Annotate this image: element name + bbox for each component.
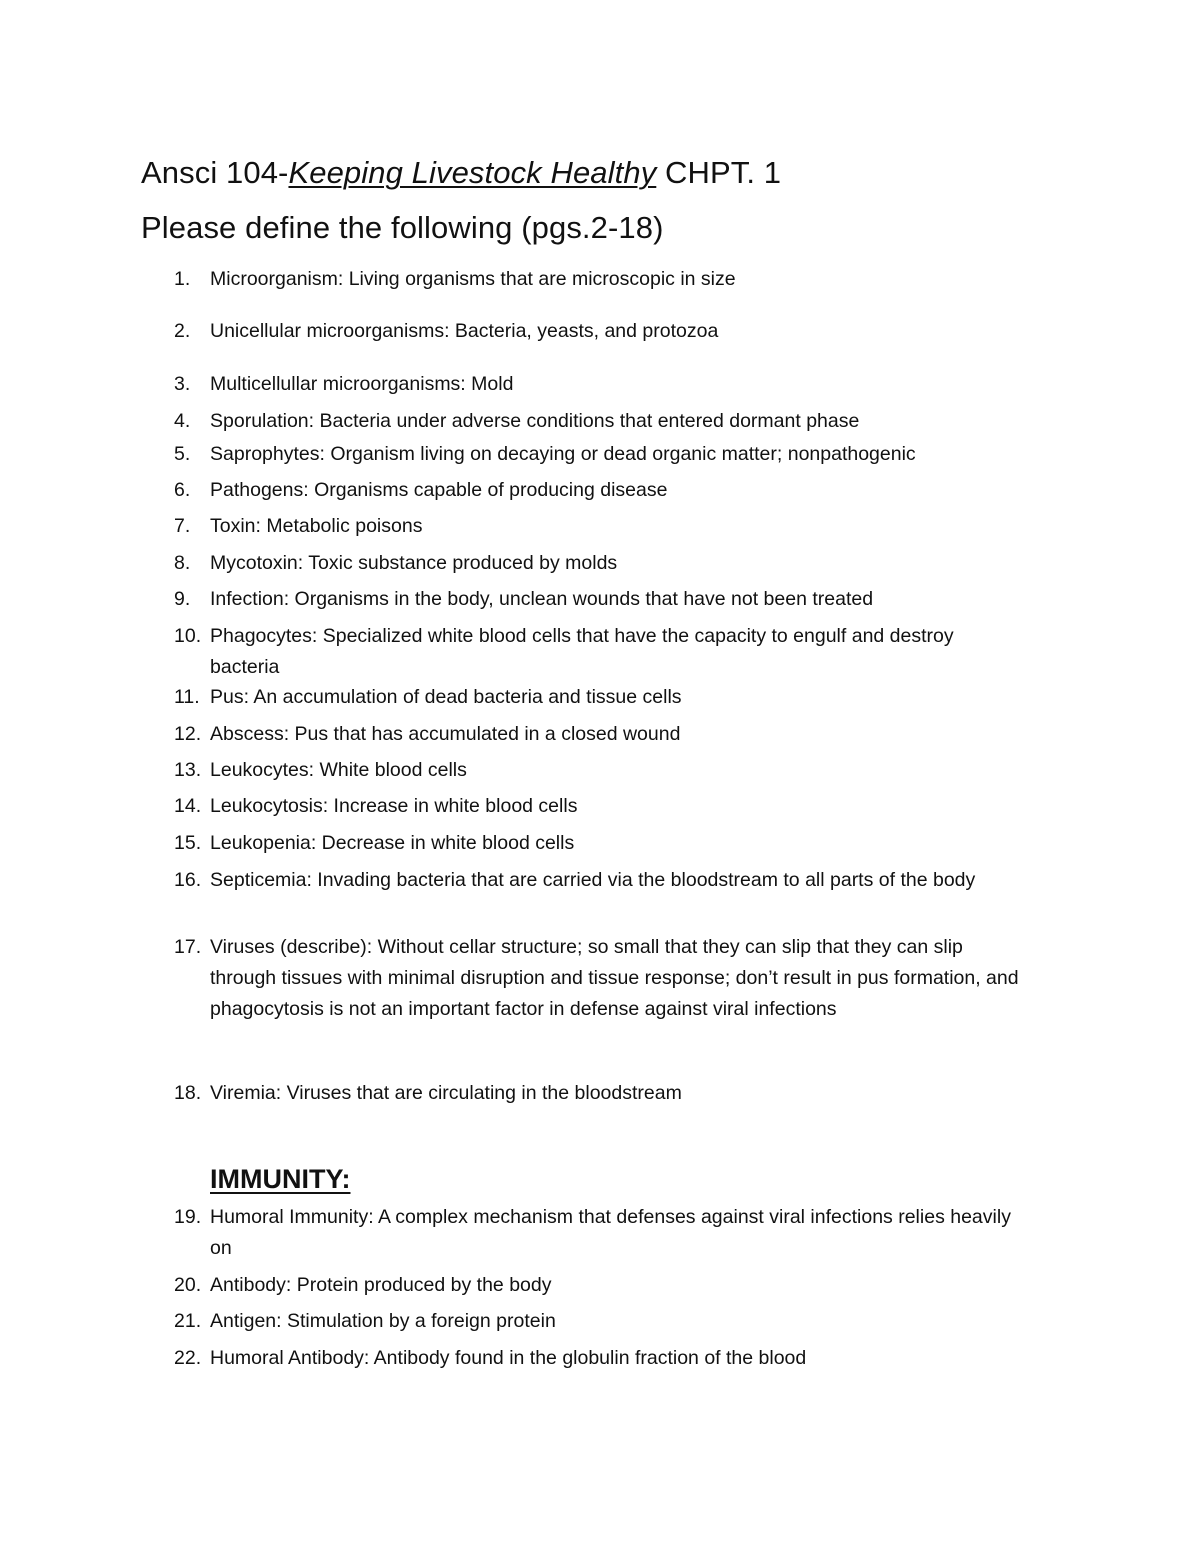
list-item — [174, 828, 1024, 859]
list-item-text: Microorganism: Living organisms that are microscopic in size — [210, 268, 736, 290]
section-heading-immunity: IMMUNITY: — [210, 1164, 351, 1194]
list-item-text: Phagocytes: Specialized white blood cells that have the capacity to engulf and destroy bacteria — [210, 625, 954, 678]
list-item-number: 3. — [174, 373, 191, 395]
list-item — [174, 791, 1024, 822]
list-item — [174, 584, 1024, 615]
list-item-text: Unicellular microorganisms: Bacteria, yeasts, and protozoa — [210, 320, 719, 342]
list-item-number: 16. — [174, 869, 202, 891]
list-item-number: 20. — [174, 1274, 202, 1296]
list-item-number: 2. — [174, 320, 191, 342]
list-item — [174, 1306, 1024, 1337]
list-item-text: Sporulation: Bacteria under adverse conditions that entered dormant phase — [210, 410, 860, 432]
list-item-number: 22. — [174, 1347, 202, 1369]
list-item-number: 7. — [174, 515, 191, 537]
list-item — [174, 1078, 1024, 1109]
page-subtitle: Please define the following (pgs.2-18) — [141, 210, 664, 245]
list-item-number: 15. — [174, 832, 202, 854]
list-item-text: Pus: An accumulation of dead bacteria and tissue cells — [210, 686, 682, 708]
list-item-number: 11. — [174, 686, 200, 708]
list-item — [174, 511, 1024, 542]
list-item-text: Pathogens: Organisms capable of producing disease — [210, 479, 668, 501]
list-item-number: 8. — [174, 552, 191, 574]
list-item-number: 21. — [174, 1310, 202, 1332]
list-item-number: 10. — [174, 625, 202, 647]
list-item — [174, 621, 1024, 683]
list-item-number: 5. — [174, 443, 191, 465]
list-item-number: 18. — [174, 1082, 202, 1104]
list-item-text: Antigen: Stimulation by a foreign protein — [210, 1310, 556, 1332]
list-item — [174, 316, 1024, 347]
title-prefix: Ansci 104- — [141, 155, 289, 190]
list-item — [174, 1202, 1024, 1264]
title-book: Keeping Livestock Healthy — [288, 155, 657, 190]
list-item — [174, 475, 1024, 506]
list-item-number: 12. — [174, 723, 202, 745]
list-item-number: 1. — [174, 268, 191, 290]
list-item-text: Leukocytes: White blood cells — [210, 759, 467, 781]
list-item-number: 14. — [174, 795, 202, 817]
list-item-text: Viremia: Viruses that are circulating in the bloodstream — [210, 1082, 682, 1104]
list-item-number: 9. — [174, 588, 191, 610]
list-item-number: 17. — [174, 936, 202, 958]
list-item-text: Toxin: Metabolic poisons — [210, 515, 423, 537]
list-item-number: 13. — [174, 759, 202, 781]
list-item-text: Abscess: Pus that has accumulated in a closed wound — [210, 723, 681, 745]
list-item — [174, 755, 1024, 786]
list-item — [174, 1270, 1024, 1301]
list-item-text: Saprophytes: Organism living on decaying or dead organic matter; nonpathogenic — [210, 443, 916, 465]
list-item-text: Humoral Immunity: A complex mechanism that defenses against viral infections relies heavily on — [210, 1206, 1011, 1259]
page-title — [141, 154, 781, 192]
list-item-number: 4. — [174, 410, 191, 432]
list-item-text: Infection: Organisms in the body, unclean wounds that have not been treated — [210, 588, 874, 610]
list-item-text: Humoral Antibody: Antibody found in the globulin fraction of the blood — [210, 1347, 807, 1369]
list-item — [174, 369, 1024, 400]
list-item-text: Leukopenia: Decrease in white blood cells — [210, 832, 575, 854]
list-item-number: 19. — [174, 1206, 202, 1228]
list-item — [174, 264, 1024, 295]
list-item-text: Septicemia: Invading bacteria that are carried via the bloodstream to all parts of the body — [210, 869, 976, 891]
list-item — [174, 719, 1024, 750]
list-item — [174, 406, 1024, 437]
list-item — [174, 439, 1024, 470]
list-item-text: Mycotoxin: Toxic substance produced by molds — [210, 552, 618, 574]
list-item-text: Viruses (describe): Without cellar structure; so small that they can slip that they can slip through tissues with minimal disruption and tissue response; don’t result in pus formation, and phagocytosis is not an important factor in defense against viral infections — [210, 936, 1019, 1020]
list-item-text: Antibody: Protein produced by the body — [210, 1274, 552, 1296]
list-item-number: 6. — [174, 479, 191, 501]
list-item — [174, 865, 1024, 896]
list-item — [174, 1343, 1024, 1374]
list-item-text: Multicellullar microorganisms: Mold — [210, 373, 514, 395]
title-suffix: CHPT. 1 — [656, 155, 782, 190]
list-item-text: Leukocytosis: Increase in white blood cells — [210, 795, 578, 817]
list-item — [174, 932, 1024, 1025]
list-item — [174, 548, 1024, 579]
list-item — [174, 682, 1024, 713]
